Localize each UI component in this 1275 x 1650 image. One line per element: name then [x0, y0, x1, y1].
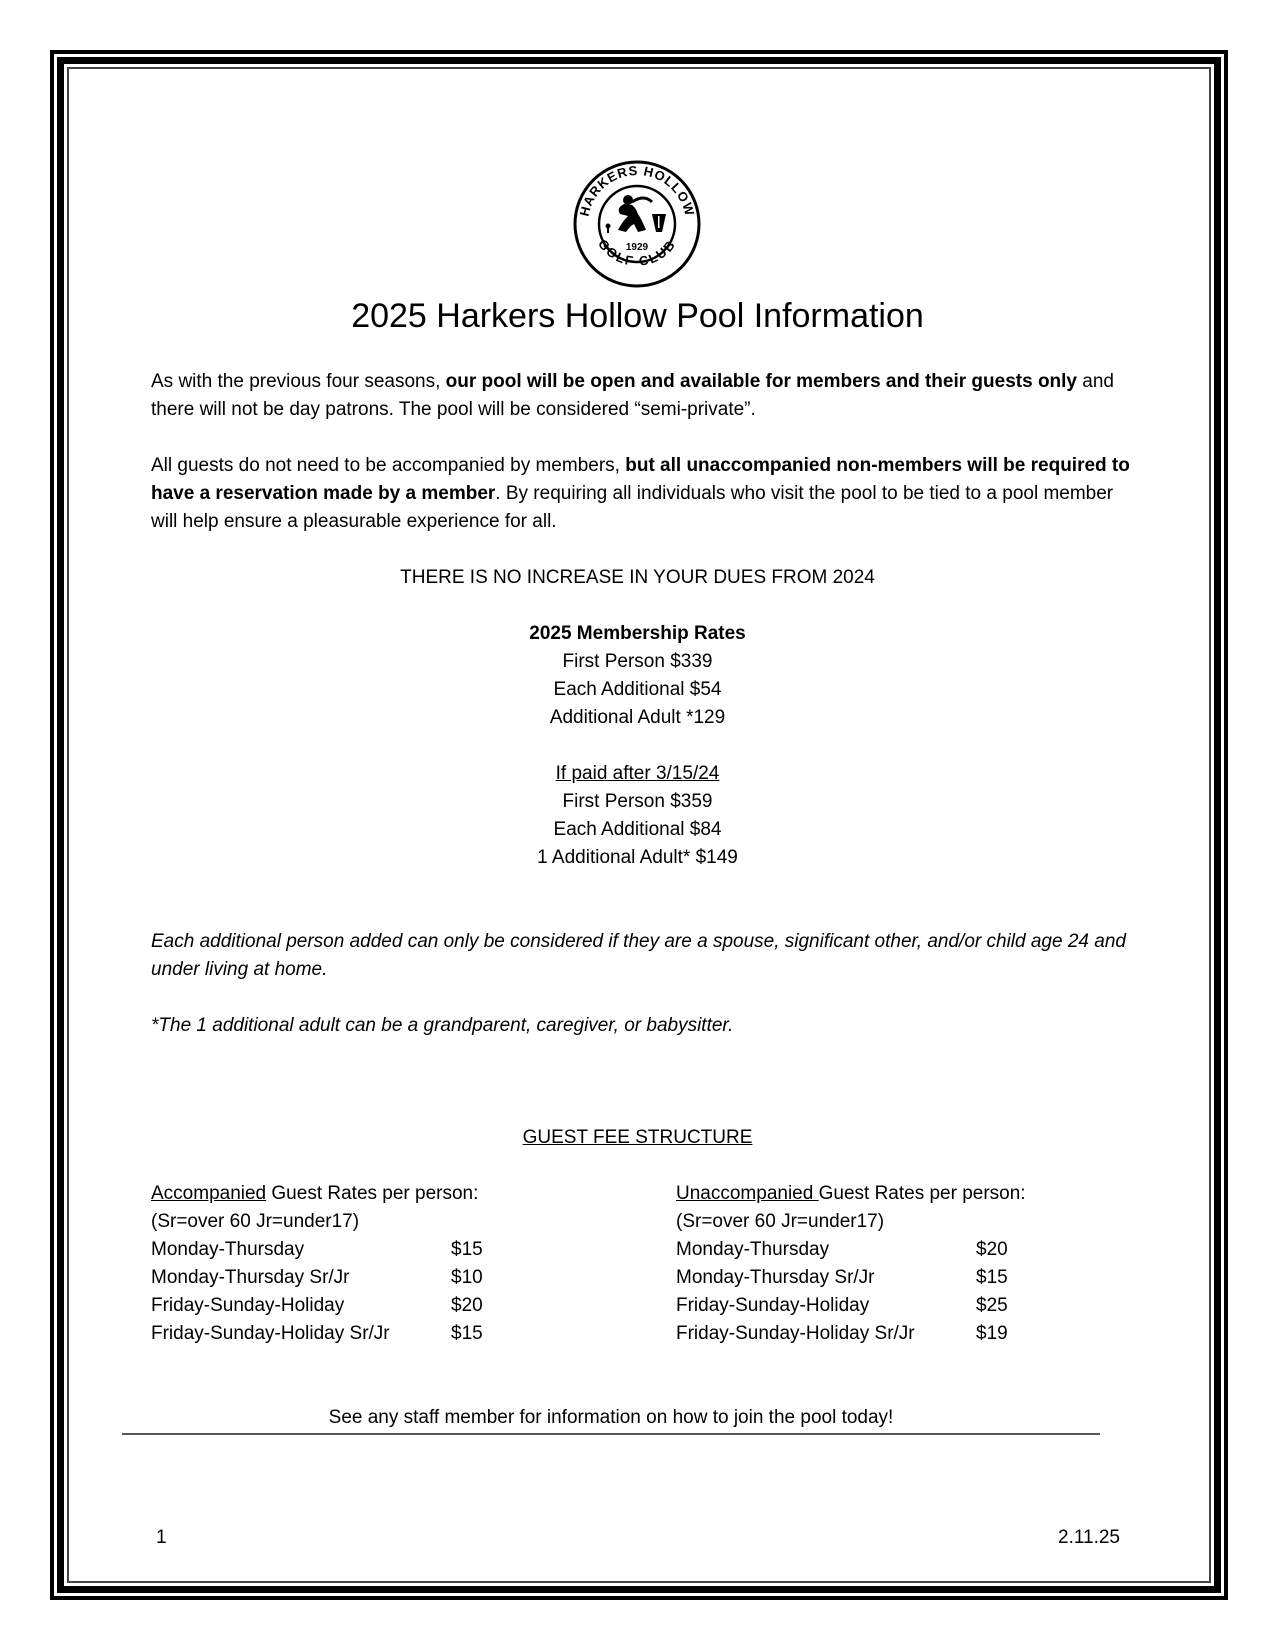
svg-text:HARKERS HOLLOW: HARKERS HOLLOW [576, 162, 698, 218]
late-rate-item: First Person $359 [562, 791, 713, 812]
unaccompanied-age-note: (Sr=over 60 Jr=under17) [676, 1211, 885, 1232]
rate-row: Friday-Sunday-Holiday Sr/Jr $15 [151, 1323, 483, 1344]
membership-rate-item: Additional Adult *129 [549, 707, 726, 728]
svg-text:1929: 1929 [625, 242, 649, 253]
membership-rate-item: Each Additional $54 [553, 679, 722, 700]
guest-fee-heading: GUEST FEE STRUCTURE [522, 1127, 753, 1148]
accompanied-heading: Accompanied Guest Rates per person: [151, 1183, 479, 1204]
club-logo [566, 152, 708, 292]
rate-row: Friday-Sunday-Holiday Sr/Jr $19 [676, 1323, 1008, 1344]
accompanied-age-note: (Sr=over 60 Jr=under17) [151, 1211, 360, 1232]
document-date: 2.11.25 [1058, 1527, 1120, 1548]
page-title: 2025 Harkers Hollow Pool Information [351, 297, 924, 335]
additional-adult-note: *The 1 additional adult can be a grandparent, caregiver, or babysitter. [151, 1015, 734, 1036]
page-number: 1 [156, 1527, 167, 1548]
intro-paragraph-2: All guests do not need to be accompanied by members, but all unaccompanied non-members will be required to have a reservation made by a member. By requiring all individuals who visit the pool to be tied to a pool member will help ensure a pleasurable experience for all. [151, 455, 1130, 532]
late-rates-heading: If paid after 3/15/24 [555, 763, 720, 784]
additional-person-note: Each additional person added can only be considered if they are a spouse, significant other, and/or child age 24 and under living at home. [151, 931, 1126, 980]
unaccompanied-rates-section [676, 1180, 1096, 1348]
footer-divider [122, 1433, 1100, 1435]
accompanied-rates-section [151, 1180, 571, 1348]
closing-message: See any staff member for information on how to join the pool today! [328, 1407, 894, 1428]
rate-row: Monday-Thursday Sr/Jr $10 [151, 1267, 483, 1288]
rate-row: Monday-Thursday Sr/Jr $15 [676, 1267, 1008, 1288]
rate-row: Monday-Thursday $20 [676, 1239, 1008, 1260]
rate-row: Friday-Sunday-Holiday $25 [676, 1295, 1008, 1316]
intro-paragraph-1: As with the previous four seasons, our pool will be open and available for members and their guests only and there will not be day patrons. The pool will be considered “semi-private”. [151, 371, 1114, 420]
svg-text:GOLF CLUB: GOLF CLUB [595, 236, 679, 269]
unaccompanied-heading: Unaccompanied Guest Rates per person: [676, 1183, 1026, 1204]
golfer-emblem-icon [566, 152, 708, 292]
late-rate-item: 1 Additional Adult* $149 [537, 847, 738, 868]
dues-notice: THERE IS NO INCREASE IN YOUR DUES FROM 2024 [400, 567, 875, 588]
membership-rate-item: First Person $339 [562, 651, 713, 672]
late-rate-item: Each Additional $84 [553, 819, 722, 840]
rate-row: Monday-Thursday $15 [151, 1239, 483, 1260]
rate-row: Friday-Sunday-Holiday $20 [151, 1295, 483, 1316]
membership-rates-heading: 2025 Membership Rates [529, 623, 746, 644]
